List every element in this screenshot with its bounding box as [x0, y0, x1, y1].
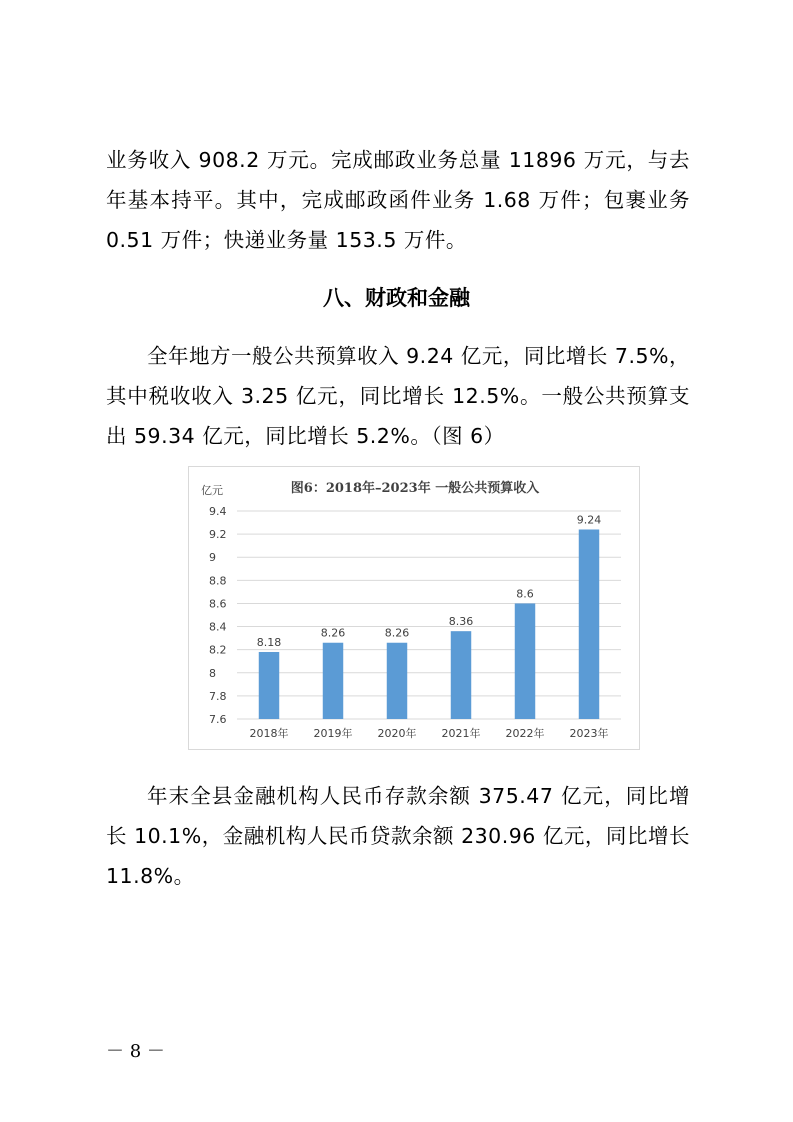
y-tick-label: 9.4 — [209, 505, 227, 518]
bar-2023年 — [579, 529, 599, 719]
bar-2018年 — [259, 652, 279, 719]
y-tick-label: 7.6 — [209, 713, 227, 726]
y-tick-label: 8.2 — [209, 643, 227, 657]
paragraph-postal: 业务收入 908.2 万元。完成邮政业务总量 11896 万元，与去年基本持平。其中，完成邮政函件业务 1.68 万件；包裹业务 0.51 万件；快递业务量 153.5 万件。 — [106, 148, 690, 252]
budget-revenue-chart — [188, 466, 640, 750]
data-label: 8.18 — [256, 635, 282, 649]
bars — [256, 529, 599, 719]
chart-title: 图6：2018年–2023年 一般公共预算收入 — [290, 481, 540, 496]
chart-canvas — [189, 467, 641, 751]
x-tick-label: 2021年 — [441, 727, 481, 740]
data-label: 8.26 — [320, 626, 346, 640]
grid-lines — [237, 511, 621, 719]
y-axis-ticks — [209, 505, 227, 726]
y-tick-label: 8.6 — [209, 597, 227, 611]
x-axis-ticks — [250, 726, 609, 740]
y-tick-label: 8.4 — [209, 620, 227, 634]
bar-2021年 — [451, 631, 471, 719]
data-label: 8.26 — [384, 626, 410, 640]
data-label: 8.6 — [516, 587, 534, 601]
bar-2019年 — [323, 643, 343, 719]
section-heading: 八、财政和金融 — [323, 286, 470, 310]
paragraph-finance: 全年地方一般公共预算收入 9.24 亿元，同比增长 7.5%，其中税收收入 3.25 亿元，同比增长 12.5%。一般公共预算支出 59.34 亿元，同比增长 5.2%。（图 6） — [106, 344, 690, 448]
y-tick-label: 8.8 — [209, 574, 227, 588]
bar-2022年 — [515, 603, 535, 719]
x-tick-label: 2019年 — [313, 727, 353, 740]
x-tick-label: 2020年 — [377, 727, 417, 740]
x-tick-label: 2022年 — [505, 727, 545, 740]
page-number: － 8 － — [106, 1041, 165, 1062]
y-tick-label: 8 — [209, 666, 216, 680]
y-axis-unit-label: 亿元 — [201, 484, 223, 497]
data-label: 8.36 — [448, 615, 474, 629]
data-label: 9.24 — [576, 513, 602, 527]
paragraph-banking: 年末全县金融机构人民币存款余额 375.47 亿元，同比增长 10.1%，金融机构人民币贷款余额 230.96 亿元，同比增长 11.8%。 — [106, 784, 690, 888]
x-tick-label: 2023年 — [569, 727, 609, 740]
y-tick-label: 9 — [209, 551, 216, 565]
y-tick-label: 9.2 — [209, 528, 227, 542]
y-tick-label: 7.8 — [209, 689, 227, 703]
x-tick-label: 2018年 — [249, 727, 289, 740]
bar-2020年 — [387, 643, 407, 719]
